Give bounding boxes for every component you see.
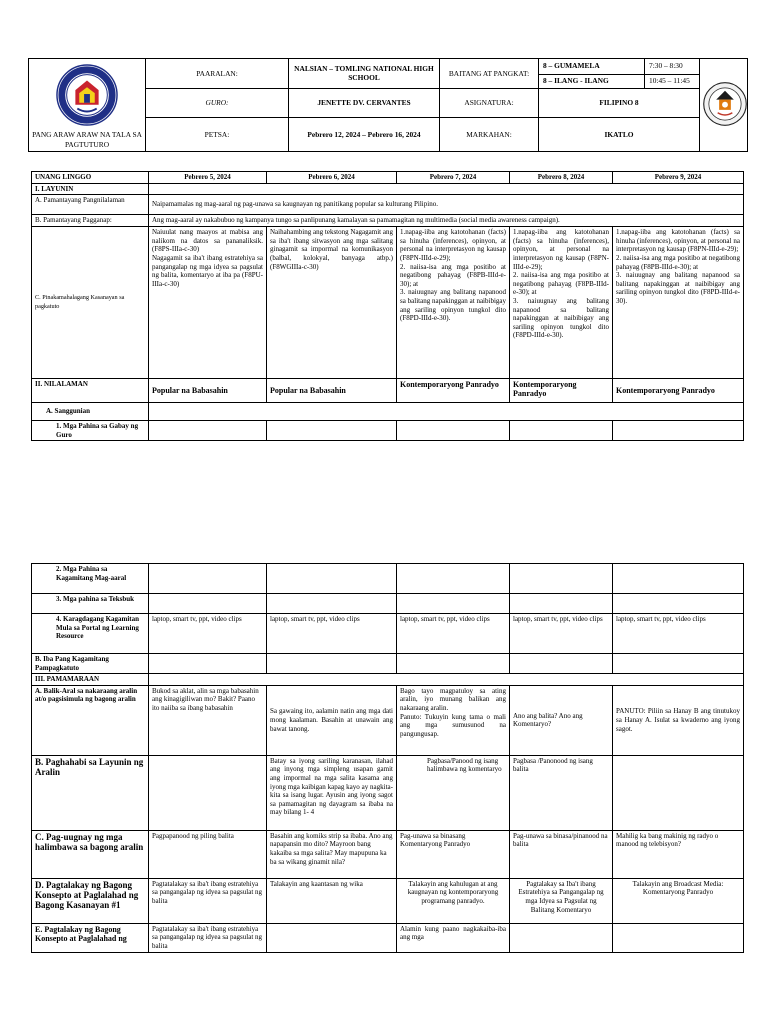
nilalaman-day-4: Kontemporaryong Panradyo (510, 379, 613, 403)
pagtalakay2-label: E. Pagtalakay ng Bagong Konsepto at Paglalahad ng (32, 923, 149, 952)
time-1: 7:30 – 8:30 (645, 60, 699, 75)
iba-day-3 (397, 654, 510, 674)
gabay-day-1 (149, 421, 267, 441)
layunin-heading: I. LAYUNIN (32, 183, 149, 195)
pagtalakay1-day-2: Talakayin ang kaantasan ng wika (267, 878, 397, 923)
kagamitang-day-4 (510, 564, 613, 594)
markahan-label: MARKAHAN: (440, 118, 539, 152)
balik-day-1: Bukod sa aklat, alin sa mga babasahin ang kinagigiliwan mo? Bakit? Paano ito naiiba sa ibang babasahin (149, 685, 267, 755)
time-2: 10:45 – 11:45 (649, 76, 690, 86)
teksbuk-day-5 (613, 594, 744, 614)
teksbuk-day-3 (397, 594, 510, 614)
school-logo-icon (703, 82, 747, 126)
paghahabi-day-4: Pagbasa /Panonood ng isang balita (510, 755, 613, 830)
pagtalakay1-label: D. Pagtalakay ng Bagong Konsepto at Paglalahad ng Bagong Kasanayan #1 (32, 878, 149, 923)
header-table (28, 58, 748, 152)
sections-cell (539, 59, 645, 89)
pagtalakay1-day-3: Talakayin ang kahulugan at ang kaugnayan ng kontemporaryong programang panradyo. (397, 878, 510, 923)
pamamaraan-blank (149, 674, 744, 686)
baitang-label: BAITANG AT PANGKAT: (440, 59, 539, 89)
guro-value: JENETTE DV. CERVANTES (289, 88, 440, 118)
pamantayang-pangnilalaman-text: Naipamamalas ng mag-aaral ng pag-unawa sa kaugnayan ng panitikang popular sa kulturang Pilipino. (149, 195, 744, 215)
pag-uugnay-day-5: Mahilig ka bang makinig ng radyo o manood ng telebisyon? (613, 830, 744, 878)
petsa-value: Pebrero 12, 2024 – Pebrero 16, 2024 (289, 118, 440, 152)
portal-label: 4. Karagdagang Kagamitan Mula sa Portal ng Learning Resource (32, 614, 149, 654)
kagamitang-day-5 (613, 564, 744, 594)
kagamitang-day-2 (267, 564, 397, 594)
pagtalakay1-day-4: Pagtalakay sa Iba't ibang Estratehiya sa Pangangalap ng mga Idyea sa Pagsulat ng Balitang Komentaryo (510, 878, 613, 923)
portal-day-5: laptop, smart tv, ppt, video clips (613, 614, 744, 654)
paaralan-value: NALSIAN – TOMLING NATIONAL HIGH SCHOOL (289, 59, 440, 89)
sanggunian-blank (149, 403, 744, 421)
paghahabi-label: B. Paghahabi sa Layunin ng Aralin (32, 755, 149, 830)
paghahabi-day-2: Batay sa iyong sariling karanasan, ilahad ang inyong mga simpleng usapan gamit ang impormal na mga salita kasama ang iyong mga kaibigan kapag kayo ay nagkita-kita sa isang lugar. Ayusin ang iyong sagot sa pamamagitan ng dayagram sa ibaba na may bilang 1- 4 (267, 755, 397, 830)
school-logo-cell (700, 59, 748, 152)
asignatura-value: FILIPINO 8 (539, 88, 700, 118)
section-1: 8 – GUMAMELA (539, 60, 644, 75)
pamantayan-pagganap-text: Ang mag-aaral ay nakabubuo ng kampanya tungo sa panlipunang kamalayan sa pamamagitan ng multimedia (social media awareness campaign). (149, 215, 744, 227)
day-1: Pebrero 5, 2024 (149, 172, 267, 184)
pagtalakay2-day-2 (267, 923, 397, 952)
layunin-blank (149, 183, 744, 195)
kagamitang-day-3 (397, 564, 510, 594)
kasanayan-day-3: 1.napag-iiba ang katotohanan (facts) sa hinuha (inferences), opinyon, at personal na interpretasyon ng kausap (F8PN-IIId-e-29); 2. naiisa-isa ang mga positibo at negatibong pahayag (F8PB-IIId-e-30); at 3. naiuugnay ang balitang napanood sa balitang napakinggan at naibibigay ang sariling opinyon tungkol dito (F8PD-IIId-e-30). (397, 227, 510, 379)
day-3: Pebrero 7, 2024 (397, 172, 510, 184)
balik-label: A. Balik-Aral sa nakaraang aralin at/o pagsisimula ng bagong aralin (32, 685, 149, 755)
teksbuk-label: 3. Mga pahina sa Teksbuk (32, 594, 149, 614)
left-title: PANG ARAW ARAW NA TALA SA PAGTUTURO (32, 130, 142, 149)
paghahabi-day-3: Pagbasa/Panood ng isang halimbawa ng komentaryo (397, 755, 510, 830)
pag-uugnay-label: C. Pag-uugnay ng mga halimbawa sa bagong aralin (32, 830, 149, 878)
lesson-table-page2 (31, 563, 744, 953)
portal-day-3: laptop, smart tv, ppt, video clips (397, 614, 510, 654)
sanggunian-label: A. Sanggunian (32, 403, 149, 421)
teksbuk-day-4 (510, 594, 613, 614)
gabay-day-5 (613, 421, 744, 441)
iba-day-4 (510, 654, 613, 674)
iba-label: B. Iba Pang Kagamitang Pampagkatuto (32, 654, 149, 674)
kasanayan-day-4: 1.napag-iiba ang katotohanan (facts) sa hinuha (inferences), opinyon, at personal na interpretasyon ng kausap (F8PN-IIId-e-29); 2. naiisa-isa ang mga positibo at negatibong pahayag (F8PB-IIId-e-30); at 3. naiuugnay ang balitang napanood sa balitang napakinggan at naibibigay ang sariling opinyon tungkol dito (F8PD-IIId-e-30). (510, 227, 613, 379)
gabay-day-3 (397, 421, 510, 441)
pamamaraan-heading: III. PAMAMARAAN (32, 674, 149, 686)
pagtalakay1-day-5: Talakayin ang Broadcast Media: Komentaryong Panradyo (613, 878, 744, 923)
pamantayan-pagganap-label: B. Pamantayang Pagganap: (32, 215, 149, 227)
paaralan-label: PAARALAN: (146, 59, 289, 89)
paghahabi-day-5 (613, 755, 744, 830)
nilalaman-day-2: Popular na Babasahin (267, 379, 397, 403)
nilalaman-heading: II. NILALAMAN (32, 379, 149, 403)
pagtalakay2-day-4 (510, 923, 613, 952)
gabay-day-2 (267, 421, 397, 441)
teksbuk-day-1 (149, 594, 267, 614)
left-title-cell (29, 59, 146, 152)
balik-day-5: PANUTO: Piliin sa Hanay B ang tinutukoy sa Hanay A. Isulat sa kwaderno ang iyong sagot. (613, 685, 744, 755)
nilalaman-day-5: Kontemporaryong Panradyo (613, 379, 744, 403)
kagamitang-label: 2. Mga Pahina sa Kagamitang Mag-aaral (32, 564, 149, 594)
iba-day-1 (149, 654, 267, 674)
pag-uugnay-day-4: Pag-unawa sa binasa/pinanood na balita (510, 830, 613, 878)
pamantayang-pangnilalaman-label: A. Pamantayang Pangnilalaman (32, 195, 149, 215)
day-5: Pebrero 9, 2024 (613, 172, 744, 184)
balik-day-3: Bago tayo magpatuloy sa ating aralin, iyo munang balikan ang nakaraang aralin. Panuto: Tukuyin kung tama o mali ang mga sumusunod na pangungusap. (397, 685, 510, 755)
kasanayan-day-1: Naiuulat nang maayos at mabisa ang nalikom na datos sa pananaliksik. (F8PS-IIIa-c-30) Nagagamit sa iba't ibang estratehiya sa pangangalap ng mga idyea sa pagsulat ng balita, komentaryo at iba pa (F8PU-IIIa-c-30) (149, 227, 267, 379)
kasanayan-label: C. Pinakamahalagang Kasanayan sa pagkatuto (32, 227, 149, 379)
gabay-label: 1. Mga Pahina sa Gabay ng Guro (32, 421, 149, 441)
pag-uugnay-day-1: Pagpapanood ng piling balita (149, 830, 267, 878)
pagtalakay1-day-1: Pagtatalakay sa iba't ibang estratehiya sa pangangalap ng idyea sa pagsulat ng balita (149, 878, 267, 923)
teksbuk-day-2 (267, 594, 397, 614)
iba-day-5 (613, 654, 744, 674)
balik-day-2: Sa gawaing ito, aalamin natin ang mga dati mong kaalaman. Basahin at unawain ang bawat tanong. (267, 685, 397, 755)
guro-label: GURO: (146, 88, 289, 118)
day-4: Pebrero 8, 2024 (510, 172, 613, 184)
pagtalakay2-day-3: Alamin kung paano nagkakaiba-iba ang mga (397, 923, 510, 952)
balik-day-4: Ano ang balita? Ano ang Komentaryo? (510, 685, 613, 755)
pagtalakay2-day-5 (613, 923, 744, 952)
portal-day-2: laptop, smart tv, ppt, video clips (267, 614, 397, 654)
times-cell (645, 59, 700, 89)
kagamitang-day-1 (149, 564, 267, 594)
kasanayan-day-2: Naihahambing ang tekstong Nagagamit ang sa iba't ibang sitwasyon ang mga salitang ginagamit sa impormal na komunikasyon (balbal, kolokyal, banyaga atbp.) (F8WGIIIa-c-30) (267, 227, 397, 379)
section-2: 8 – ILANG - ILANG (543, 76, 609, 86)
markahan-value: IKATLO (539, 118, 700, 152)
pagtalakay2-day-1: Pagtatalakay sa iba't ibang estratehiya sa pangangalap ng idyea sa pagsulat ng balita (149, 923, 267, 952)
kasanayan-day-5: 1.napag-iiba ang katotohanan (facts) sa hinuha (inferences), opinyon, at personal na interpretasyon ng kausap (F8PN-IIId-e-29); 2. naiisa-isa ang mga positibo at negatibong pahayag (F8PB-IIId-e-30); at 3. naiuugnay ang balitang napanood sa balitang napakinggan at naibibigay ang sariling opinyon tungkol dito (F8PD-IIId-e-30). (613, 227, 744, 379)
nilalaman-day-1: Popular na Babasahin (149, 379, 267, 403)
paghahabi-day-1 (149, 755, 267, 830)
gabay-day-4 (510, 421, 613, 441)
portal-day-4: laptop, smart tv, ppt, video clips (510, 614, 613, 654)
nilalaman-day-3: Kontemporaryong Panradyo (397, 379, 510, 403)
week-label: UNANG LINGGO (32, 172, 149, 184)
lesson-table-page1 (31, 171, 744, 441)
iba-day-2 (267, 654, 397, 674)
asignatura-label: ASIGNATURA: (440, 88, 539, 118)
petsa-label: PETSA: (146, 118, 289, 152)
day-2: Pebrero 6, 2024 (267, 172, 397, 184)
deped-seal-icon (56, 64, 118, 126)
portal-day-1: laptop, smart tv, ppt, video clips (149, 614, 267, 654)
pag-uugnay-day-2: Basahin ang komiks strip sa ibaba. Ano ang napapansin mo dito? Mayroon bang kakaiba sa mga salita? May mapupuna ka ba sa wikang ginamit nila? (267, 830, 397, 878)
pag-uugnay-day-3: Pag-unawa sa binasang Komentaryong Panradyo (397, 830, 510, 878)
